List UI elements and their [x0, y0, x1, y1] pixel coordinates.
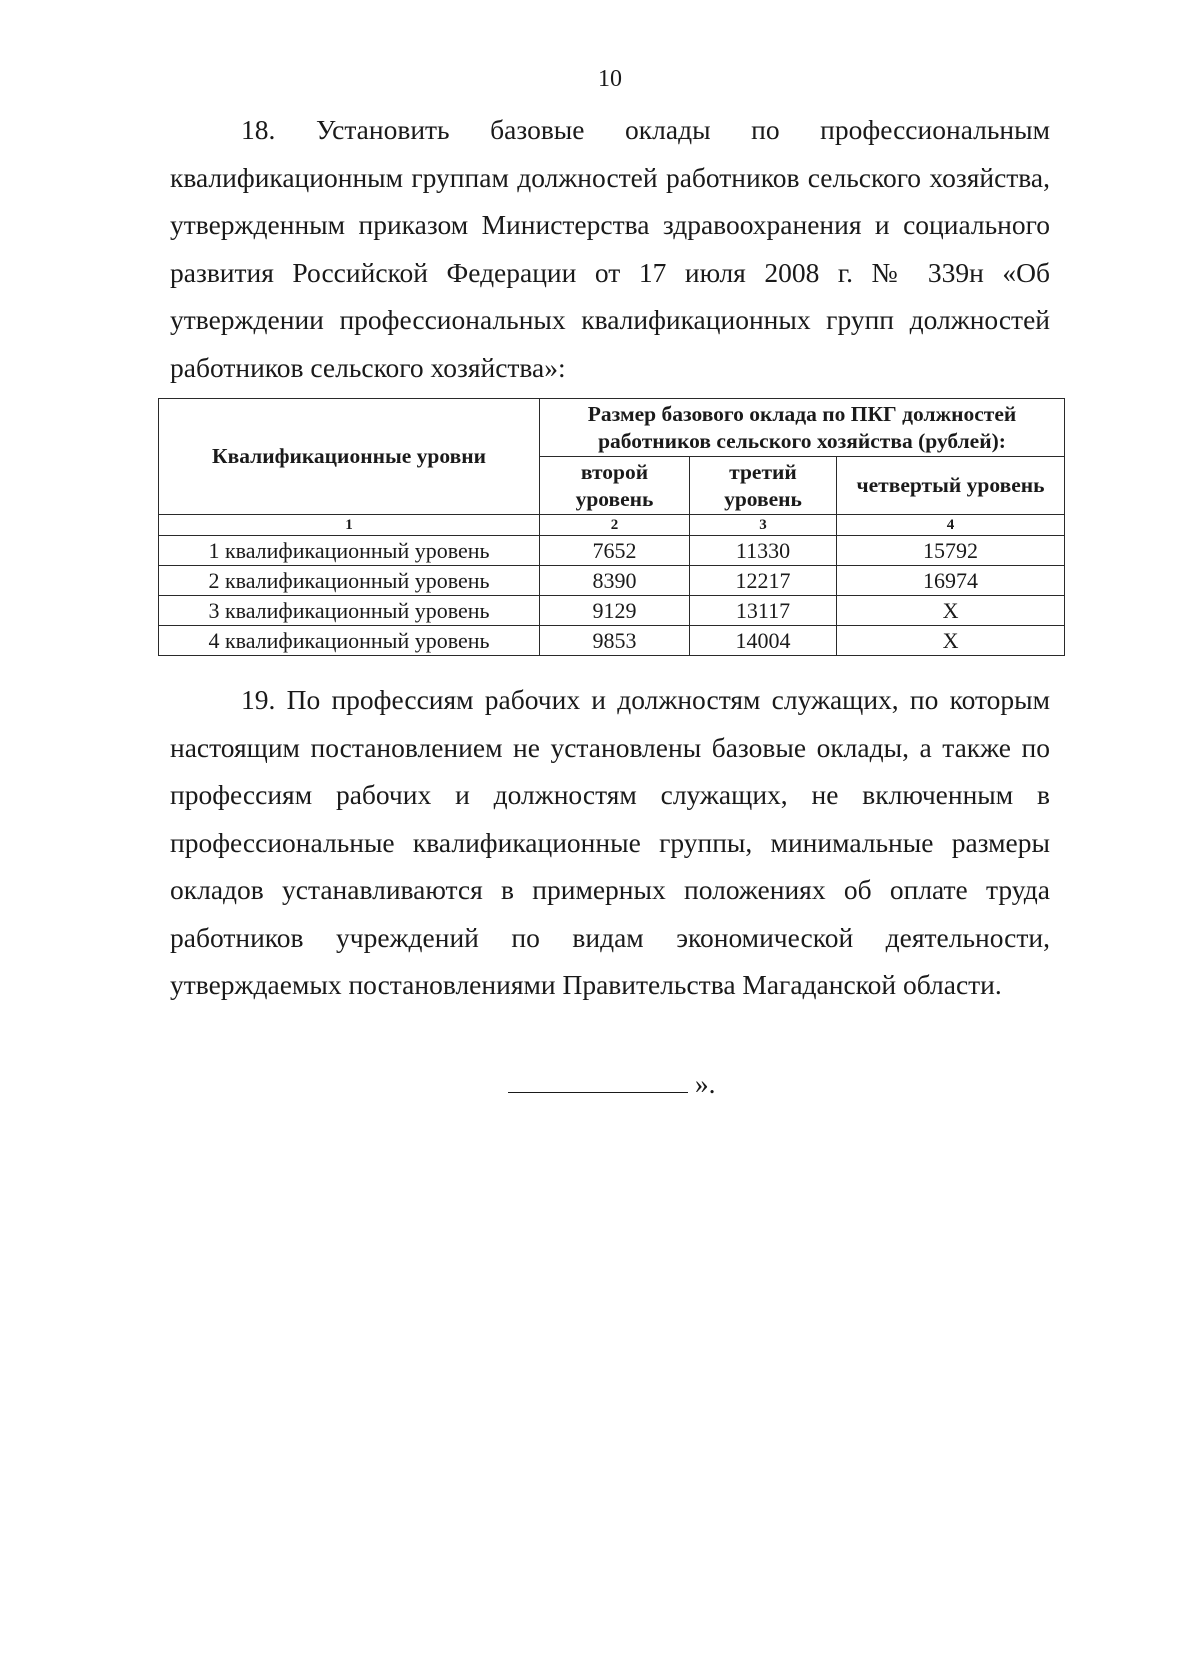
- paragraph-18: 18. Установить базовые оклады по профессиональным квалификационным группам должностей работников сельского хозяйства, утвержденным приказом Министерства здравоохранения и социального развития Российской Федерации от 17 июля 2008 г. № 339н «Об утверждении профессиональных квалификационных групп должностей работников сельского хозяйства»:: [170, 114, 1050, 383]
- third-level-value: 11330: [690, 536, 837, 566]
- table-row: [159, 536, 1065, 566]
- table-row: [159, 566, 1065, 596]
- column-number: 2: [540, 515, 690, 536]
- closing-quote-mark: ».: [694, 1068, 716, 1099]
- header-fourth-level: четвертый уровень: [837, 457, 1065, 515]
- table-row: [159, 626, 1065, 656]
- second-level-value: 8390: [540, 566, 690, 596]
- header-base-salary-group: Размер базового оклада по ПКГ должностей работников сельского хозяйства (рублей):: [540, 399, 1065, 457]
- fourth-level-value: 16974: [837, 566, 1065, 596]
- fourth-level-value: 15792: [837, 536, 1065, 566]
- fourth-level-value: X: [837, 596, 1065, 626]
- paragraph-19: 19. По профессиям рабочих и должностям служащих, по которым настоящим постановлением не установлены базовые оклады, а также по профессиям рабочих и должностям служащих, не включенным в профессиональные квалификационные группы, минимальные размеры окладов устанавливаются в примерных положениях об оплате труда работников учреждений по видам экономической деятельности, утверждаемых постановлениями Правительства Магаданской области.: [170, 684, 1050, 1000]
- column-number: 4: [837, 515, 1065, 536]
- closing-line: [508, 1068, 716, 1100]
- third-level-value: 13117: [690, 596, 837, 626]
- level-name-cell: 1 квалификационный уровень: [159, 536, 540, 566]
- third-level-value: 12217: [690, 566, 837, 596]
- salary-table: [158, 398, 1065, 656]
- second-level-value: 9853: [540, 626, 690, 656]
- header-second-level: второй уровень: [540, 457, 690, 515]
- fourth-level-value: X: [837, 626, 1065, 656]
- second-level-value: 7652: [540, 536, 690, 566]
- column-number-row: [159, 515, 1065, 536]
- third-level-value: 14004: [690, 626, 837, 656]
- header-qualification-levels: Квалификационные уровни: [159, 399, 540, 515]
- second-level-value: 9129: [540, 596, 690, 626]
- closing-underline: [508, 1068, 688, 1093]
- header-third-level: третий уровень: [690, 457, 837, 515]
- level-name-cell: 3 квалификационный уровень: [159, 596, 540, 626]
- table-row: [159, 596, 1065, 626]
- column-number: 3: [690, 515, 837, 536]
- column-number: 1: [159, 515, 540, 536]
- level-name-cell: 4 квалификационный уровень: [159, 626, 540, 656]
- page-number: 10: [598, 66, 622, 92]
- level-name-cell: 2 квалификационный уровень: [159, 566, 540, 596]
